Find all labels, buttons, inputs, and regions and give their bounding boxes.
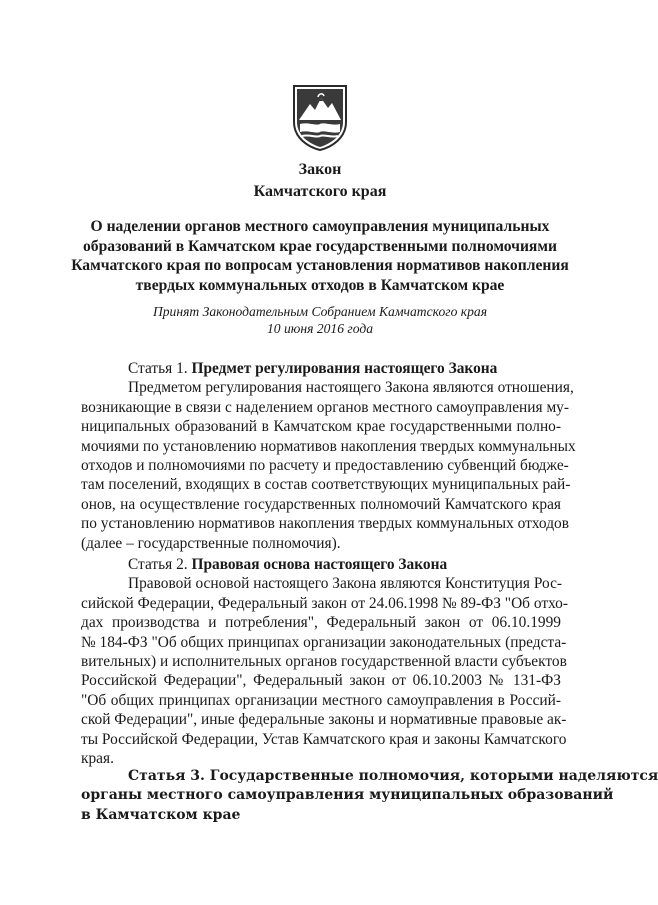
article-2 (81, 555, 569, 768)
article-1 (81, 359, 576, 553)
adoption-date: 10 июня 2016 года (266, 321, 373, 336)
paragraph-line: № 184-ФЗ "Об общих принципах организации законодательных (предста- (81, 633, 567, 651)
paragraph-line: (далее – государственные полномочия). (81, 534, 341, 552)
article-2-heading (81, 555, 561, 574)
paragraph-line: ты Российской Федерации, Устав Камчатского края и законы Камчатского (81, 730, 567, 748)
paragraph-line: вительных) и исполнительных органов государственной власти субъектов (81, 652, 567, 670)
paragraph-line: ниципальных образований в Камчатском крае государственными полно- (81, 418, 561, 436)
region-name: Камчатского края (253, 183, 387, 200)
paragraph-line: по установлению нормативов накопления твердых коммунальных отходов (81, 515, 569, 533)
adoption-line: Принят Законодательным Собранием Камчатского края (152, 304, 488, 319)
paragraph-line: онов, на осуществление государственных полномочий Камчатского края (81, 495, 561, 513)
paragraph-line: "Об общих принципах организации местного самоуправления в Россий- (81, 691, 561, 709)
article-number: Статья 2. (128, 556, 192, 573)
article-1-heading (81, 359, 561, 378)
adoption-note (0, 303, 640, 337)
article-3-heading-line: органы местного самоуправления муниципальных образований (81, 787, 614, 804)
heading-line: Камчатского края по вопросам установления нормативов накопления (71, 257, 569, 274)
paragraph-line: сийской Федерации, Федеральный закон от 24.06.1998 № 89-ФЗ "Об отхо- (81, 594, 569, 612)
law-heading (0, 217, 640, 295)
paragraph-line: там поселений, входящих в состав соответствующих муниципальных рай- (81, 476, 571, 494)
heading-line: твердых коммунальных отходов в Камчатском крае (135, 276, 505, 294)
paragraph-line: ской Федерации", иные федеральные законы и нормативные правовые ак- (81, 711, 567, 729)
paragraph-line: отходов и полномочиями по расчету и предоставлению субвенций бюдже- (81, 456, 569, 474)
kamchatka-coat-of-arms-icon (292, 84, 348, 152)
heading-line: образований в Камчатском крае государственными полномочиями (83, 237, 557, 255)
paragraph-line: возникающие в связи с наделением органов местного самоуправления му- (81, 398, 569, 416)
paragraph-line: дах производства и потребления", Федеральный закон от 06.10.1999 (81, 614, 561, 632)
paragraph-line: Предметом регулирования настоящего Закона являются отношения, (128, 379, 574, 397)
paragraph-line: края. (81, 749, 114, 767)
paragraph-line: Российской Федерации", Федеральный закон от 06.10.2003 № 131-ФЗ (81, 672, 561, 690)
article-3 (81, 767, 658, 825)
paragraph-line: мочиями по установлению нормативов накопления твердых коммунальных (81, 437, 576, 455)
article-3-heading-line: Статья 3. Государственные полномочия, которыми наделяются (128, 768, 658, 784)
law-word: Закон (298, 161, 342, 178)
article-3-heading-line: в Камчатском крае (81, 806, 241, 823)
article-number: Статья 1. (128, 360, 192, 377)
article-title: Предмет регулирования настоящего Закона (191, 360, 498, 377)
heading-line: О наделении органов местного самоуправления муниципальных (90, 218, 550, 235)
paragraph-line: Правовой основой настоящего Закона являются Конституция Рос- (128, 575, 563, 593)
article-title: Правовая основа настоящего Закона (191, 556, 448, 573)
